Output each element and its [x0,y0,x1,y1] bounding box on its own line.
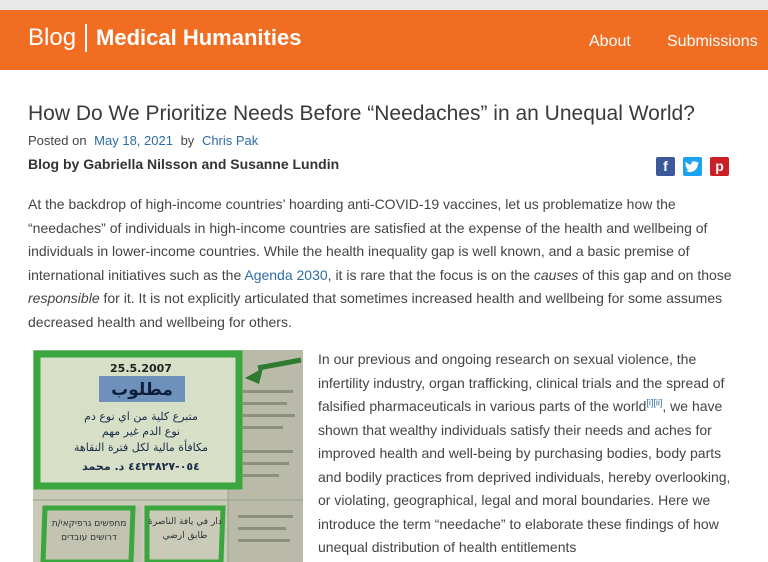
twitter-share-icon[interactable] [683,157,702,176]
newspaper-ad-photo [33,350,303,562]
intro-text-1: At the backdrop of high-income countries’ hoarding anti-COVID-19 vaccines, let us problematize how the “needaches” of individuals in high-income countries are satisfied at the expense of the health and wellbeing of individuals in lower-income countries. While the health inequality gap is well known, and a basic premise of international initiatives such as the [28,196,708,283]
site-logo[interactable] [28,24,301,52]
twitter-bird-icon [683,157,702,176]
reference-link-ii[interactable]: [ii] [653,397,663,408]
pinterest-share-icon[interactable]: p [710,157,729,176]
intro-text-3: of this gap and on those [578,266,732,283]
ad-arabic-side-2: طابق ارضي [162,531,208,541]
browser-top-strip [0,0,768,10]
ad-line-2: نوع الدم غير مهم [101,425,181,438]
reference-link-i[interactable]: [i] [646,397,654,408]
by-label: by [180,133,195,148]
nav-about[interactable]: About [589,33,631,50]
body-paragraph-2 [318,348,738,560]
intro-text-4: for it. It is not explicitly articulated that sometimes increased health and wellbeing for some assumes decreased health and wellbeing for others. [28,290,723,330]
facebook-share-icon[interactable]: f [656,157,675,176]
site-name: Medical Humanities [96,25,302,50]
ad-phone: ٠٥٤-٤٤٢٣٨٢٧ د. محمد [82,460,200,473]
ad-hebrew-2: דרושים עובדים [61,533,117,543]
post-meta [28,133,258,148]
logo-divider [85,24,87,52]
intro-paragraph [28,193,740,334]
para2-text-1: In our previous and ongoing research on sexual violence, the infertility industry, organ trafficking, clinical trials and the spread of falsified pharmaceuticals in various parts of the world [318,351,725,414]
newspaper-ad-image [33,350,303,562]
para2-text-2: , we have shown that wealthy individuals satisfy their needs and aches for improved health and well-being by purchasing bodies, body parts and bodily practices from deprived individuals, hereby overlooking, or violating, geographical, legal and moral boundaries. Here we introduce the term “needache” to elaborate these findings of how unequal distribution of health entitlements [318,398,731,555]
intro-text-2: , it is rare that the focus is on the [327,266,534,283]
intro-emphasis-causes: causes [533,266,579,283]
ad-line-3: مكافأة مالية لكل فترة النقاهة [74,441,208,454]
ad-hebrew-1: מחפשים גרפיקאי/ת [51,519,127,529]
ad-line-1: متبرع كلية من اي نوع دم [84,410,198,423]
post-date-link[interactable]: May 18, 2021 [94,133,173,148]
intro-emphasis-responsible: responsible [28,290,100,306]
blog-label: Blog [28,24,77,51]
site-header [0,10,768,70]
post-title: How Do We Prioritize Needs Before “Needaches” in an Unequal World? [28,102,695,125]
posted-on-label: Posted on [28,133,87,148]
ad-arabic-side-1: دار في يافة الناصرة [148,517,222,527]
author-link[interactable]: Chris Pak [201,133,259,148]
agenda-2030-link[interactable]: Agenda 2030 [244,266,328,283]
post-byline: Blog by Gabriella Nilsson and Susanne Lundin [28,156,340,172]
ad-heading: مطلوب [111,380,173,400]
ad-date-stamp: 25.5.2007 [110,362,172,375]
nav-submissions[interactable]: Submissions [667,33,758,50]
